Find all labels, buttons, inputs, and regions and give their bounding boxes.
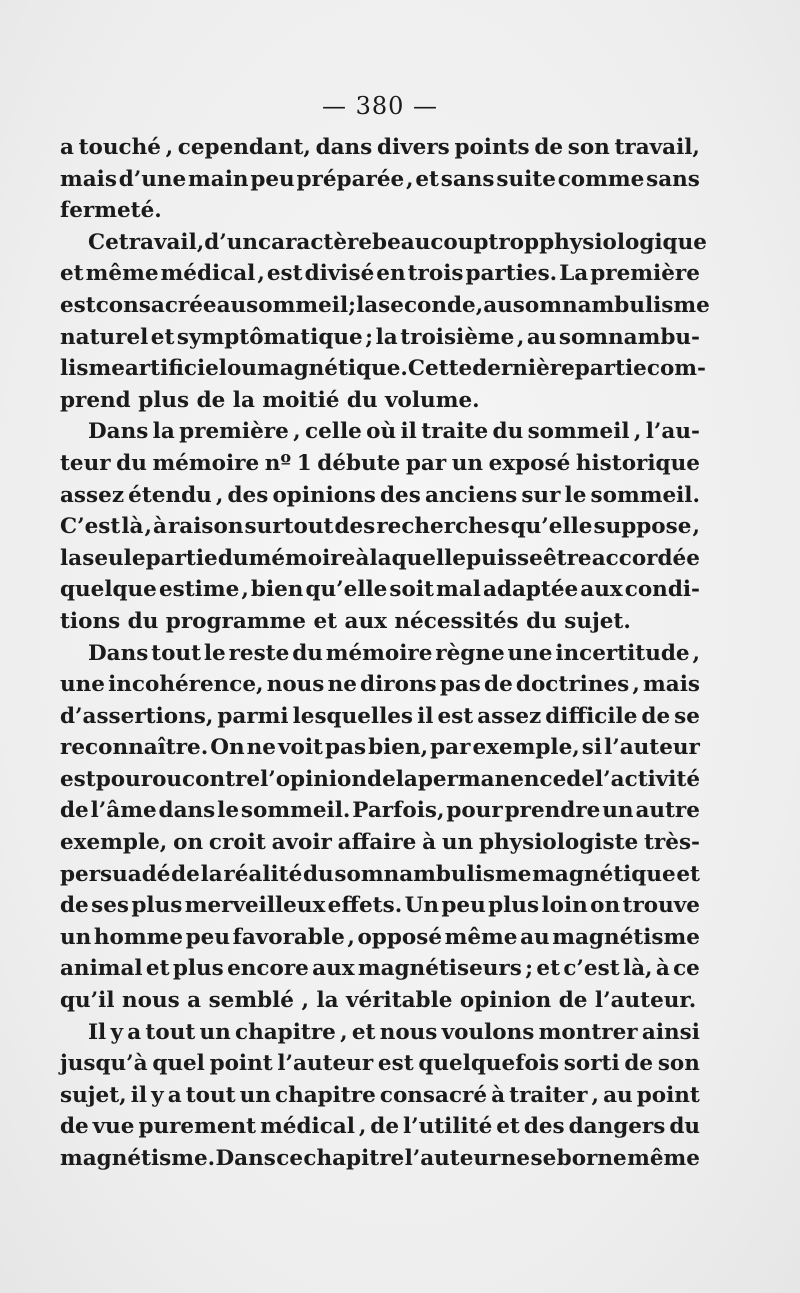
- text-line: quelque estime , bien qu’elle soit mal adaptée aux condi-: [60, 577, 700, 603]
- paragraph: [60, 638, 700, 1017]
- text-line: mais d’une main peu préparée , et sans suite comme sans: [60, 166, 700, 192]
- text-line: Dans tout le reste du mémoire règne une incertitude ,: [88, 640, 700, 666]
- text-line: est pour ou contre l’opinion de la permanence de l’activité: [60, 766, 701, 792]
- text-line: la seule partie du mémoire à laquelle puisse être accordée: [60, 545, 700, 571]
- text-line: de ses plus merveilleux effets. Un peu plus loin on trouve: [60, 893, 700, 919]
- text-line: de vue purement médical , de l’utilité et des dangers du: [60, 1114, 700, 1140]
- text-line: sujet, il y a tout un chapitre consacré à traiter , au point: [60, 1082, 700, 1108]
- text-line: une incohérence, nous ne dirons pas de doctrines , mais: [60, 672, 700, 698]
- paragraph: [60, 416, 700, 637]
- text-line: a touché , cependant, dans divers points de son travail,: [60, 135, 700, 160]
- text-line: tions du programme et aux nécessités du sujet.: [60, 608, 631, 634]
- text-line: et même médical , est divisé en trois parties. La première: [60, 261, 700, 287]
- paragraph: [60, 132, 700, 227]
- text-line: animal et plus encore aux magnétiseurs ; et c’est là, à ce: [60, 956, 700, 982]
- text-line: C’est là , à raison surtout des recherches qu’elle suppose ,: [60, 514, 700, 540]
- text-line: exemple, on croit avoir affaire à un physiologiste très-: [60, 830, 700, 856]
- text-line: d’assertions, parmi lesquelles il est assez difficile de se: [60, 703, 700, 729]
- paragraph: [60, 1017, 700, 1175]
- text-line: prend plus de la moitié du volume.: [60, 387, 480, 413]
- text-line: teur du mémoire nº 1 débute par un exposé historique: [60, 450, 700, 476]
- text-line: Il y a tout un chapitre , et nous voulons montrer ainsi: [88, 1019, 700, 1045]
- text-line: reconnaître. On ne voit pas bien, par exemple, si l’auteur: [60, 735, 700, 761]
- text-line: un homme peu favorable , opposé même au magnétisme: [60, 924, 700, 950]
- text-line: persuadé de la réalité du somnambulisme magnétique et: [60, 861, 700, 887]
- text-line: naturel et symptômatique ; la troisième , au somnambu-: [60, 324, 700, 350]
- page-number: — 380 —: [321, 92, 439, 120]
- text-line: lisme artificiel ou magnétique. Cette dernière partie com-: [60, 356, 706, 382]
- text-line: Ce travail , d’un caractère beaucoup trop physiologique: [88, 229, 707, 255]
- text-line: est consacrée au sommeil ; la seconde, au somnambulisme: [60, 292, 710, 318]
- paragraph: [60, 227, 710, 417]
- text-line: jusqu’à quel point l’auteur est quelquefois sorti de son: [60, 1051, 700, 1077]
- text-line: fermeté.: [60, 198, 162, 224]
- text-line: magnétisme. Dans ce chapitre l’auteur ne se borne même: [60, 1146, 700, 1171]
- text-line: assez étendu , des opinions des anciens sur le sommeil.: [60, 482, 700, 508]
- text-line: de l’âme dans le sommeil. Parfois, pour prendre un autre: [60, 798, 700, 824]
- body-text: [60, 132, 710, 1175]
- text-line: Dans la première , celle où il traite du sommeil , l’au-: [88, 419, 700, 445]
- text-line: qu’il nous a semblé , la véritable opinion de l’auteur.: [60, 988, 697, 1014]
